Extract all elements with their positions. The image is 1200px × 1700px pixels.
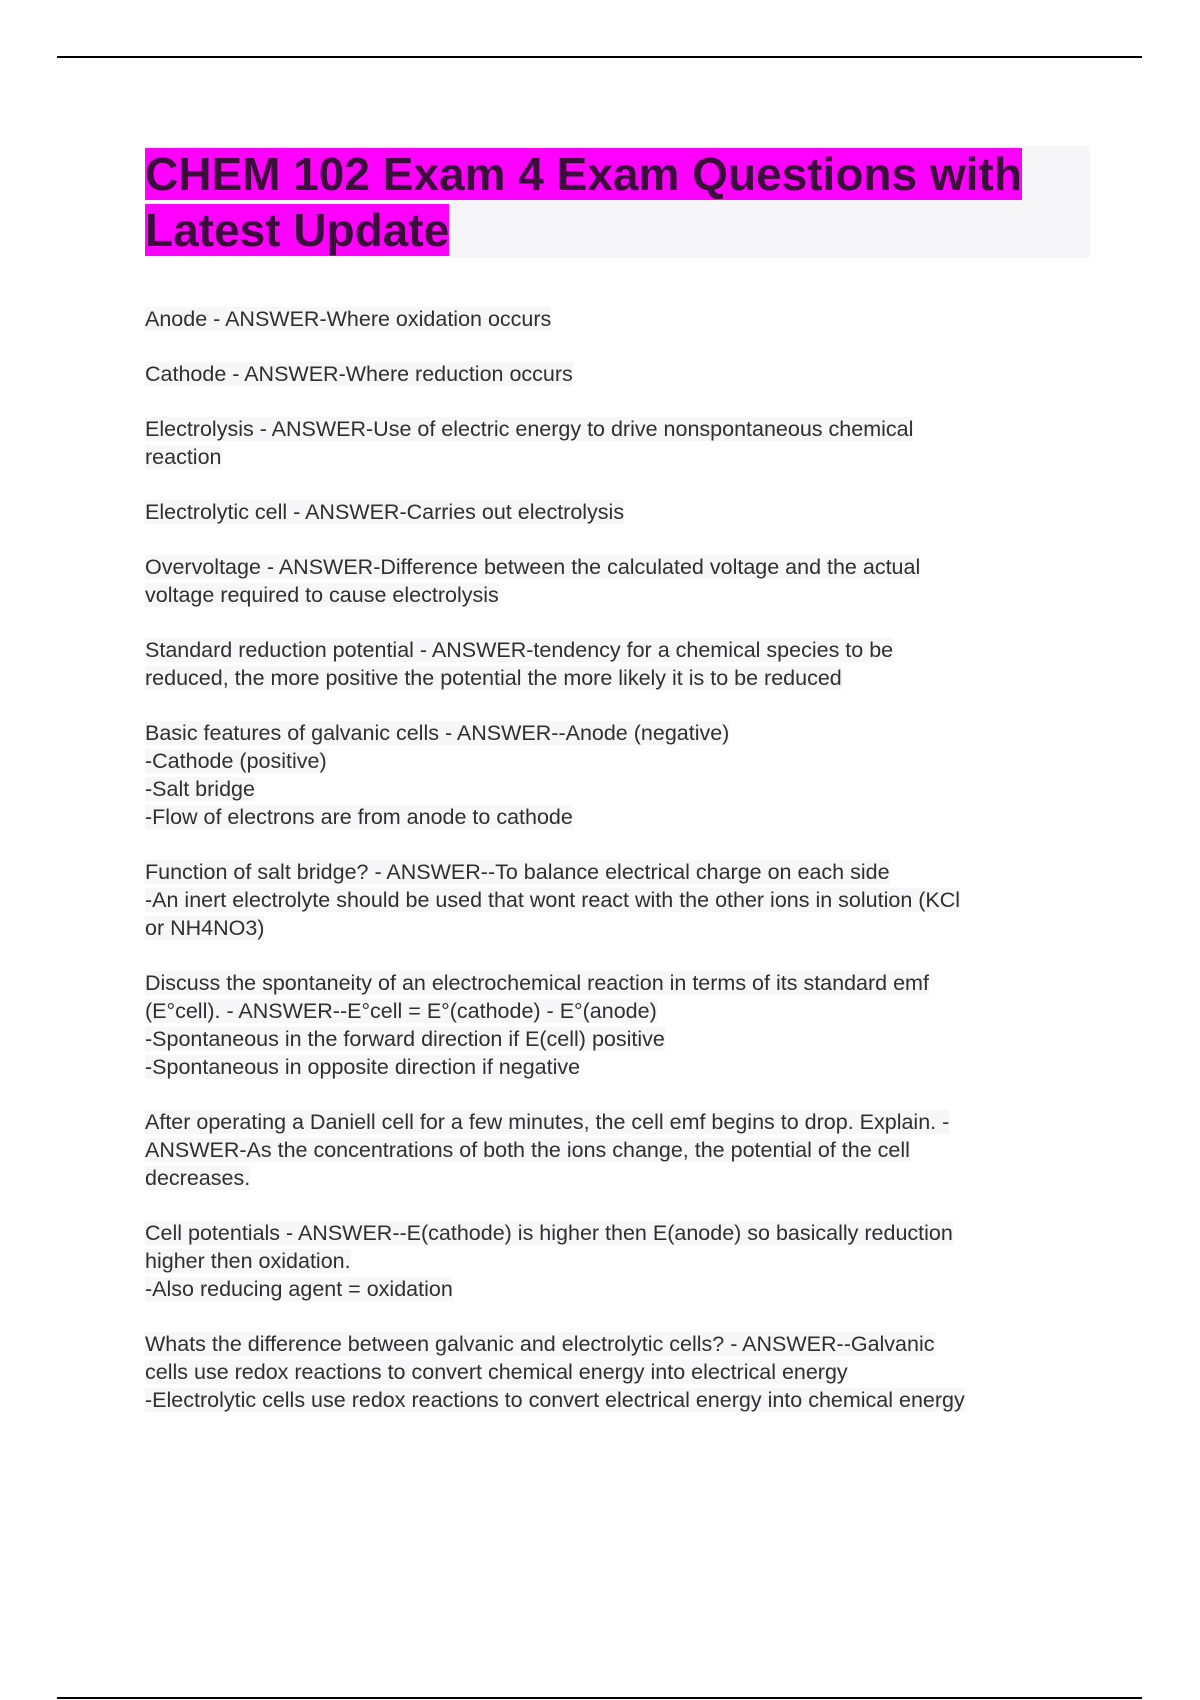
qa-answer: Where reduction occurs [345,362,573,386]
qa-term: Standard reduction potential - ANSWER- [145,638,534,662]
qa-entry [145,636,1090,692]
qa-entry [145,969,1090,1081]
qa-answer: Where oxidation occurs [326,307,552,331]
qa-answer: Difference between the calculated voltage and the actual voltage required to cause electrolysis [145,555,921,607]
qa-answer: -Anode (negative) -Cathode (positive) -Salt bridge -Flow of electrons are from anode to cathode [145,721,730,829]
qa-list [145,305,1090,1414]
qa-term: Cell potentials - ANSWER- [145,1221,400,1245]
qa-entry [145,719,1090,831]
qa-answer: Use of electric energy to drive nonspontaneous chemical reaction [145,417,914,469]
qa-term: Electrolysis - ANSWER- [145,417,374,441]
qa-term: Discuss the spontaneity of an electrochemical reaction in terms of its standard emf (E°cell). - ANSWER- [145,971,929,1023]
qa-entry [145,1219,1090,1303]
qa-entry [145,415,1090,471]
qa-term: Basic features of galvanic cells - ANSWER- [145,721,559,745]
title-block [145,146,1090,258]
qa-answer: -E°cell = E°(cathode) - E°(anode) -Spontaneous in the forward direction if E(cell) positive -Spontaneous in opposite direction if negative [145,999,665,1079]
qa-term: Function of salt bridge? - ANSWER- [145,860,488,884]
qa-term: Electrolytic cell - ANSWER- [145,500,407,524]
qa-entry [145,498,1090,526]
qa-answer: tendency for a chemical species to be reduced, the more positive the potential the more likely it is to be reduced [145,638,894,690]
document-title [145,146,1090,258]
top-rule [57,56,1142,58]
qa-entry [145,553,1090,609]
qa-entry [145,305,1090,333]
qa-term: Whats the difference between galvanic and electrolytic cells? - ANSWER- [145,1332,844,1356]
qa-answer: -Galvanic cells use redox reactions to convert chemical energy into electrical energy -Electrolytic cells use redox reactions to convert electrical energy into chemical energy [145,1332,965,1412]
qa-term: Overvoltage - ANSWER- [145,555,381,579]
qa-answer: Carries out electrolysis [406,500,625,524]
bottom-rule [57,1697,1142,1699]
title-highlight: CHEM 102 Exam 4 Exam Questions with Latest Update [145,148,1022,256]
qa-term: Cathode - ANSWER- [145,362,346,386]
document-body [145,146,1090,1441]
qa-answer: -To balance electrical charge on each side -An inert electrolyte should be used that wont react with the other ions in solution (KCl or NH4NO3) [145,860,961,940]
qa-entry [145,360,1090,388]
qa-answer: As the concentrations of both the ions change, the potential of the cell decreases. [145,1138,910,1190]
qa-entry [145,858,1090,942]
qa-entry [145,1108,1090,1192]
qa-term: After operating a Daniell cell for a few minutes, the cell emf begins to drop. Explain. - ANSWER- [145,1110,950,1162]
qa-term: Anode - ANSWER- [145,307,327,331]
qa-entry [145,1330,1090,1414]
qa-answer: -E(cathode) is higher then E(anode) so basically reduction higher then oxidation. -Also reducing agent = oxidation [145,1221,953,1301]
